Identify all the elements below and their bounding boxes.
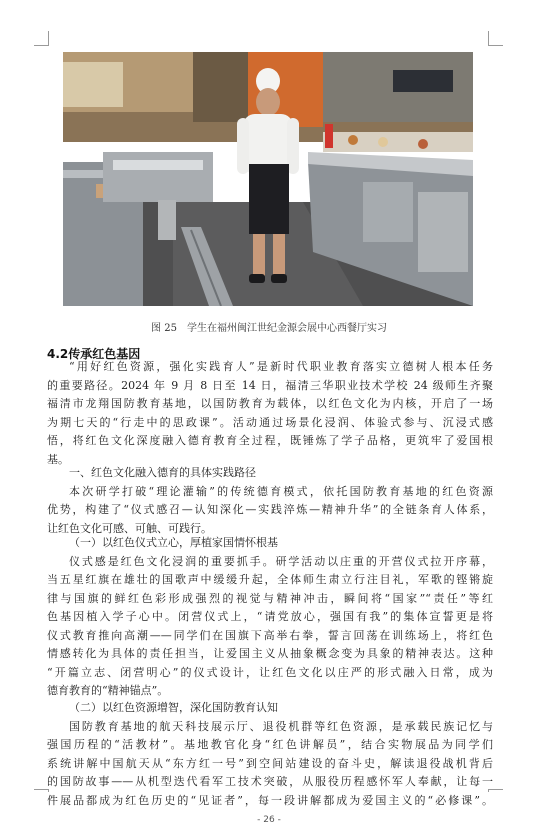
subheading: （一）以红色仪式立心，厚植家国情怀根基 bbox=[69, 536, 278, 549]
figure-photo bbox=[63, 52, 473, 306]
crop-mark-top-right bbox=[488, 31, 503, 46]
paragraph-line: 律与国旗的鲜红色彩形成强烈的视觉与精神冲击，瞬间将“国家”“责任”等红 bbox=[47, 591, 493, 605]
paragraph-line: 强国历程的“活教材”。基地教官化身“红色讲解员”，结合实物展品为同学们 bbox=[47, 738, 493, 751]
paragraph-line: 的重要路径。2024 年 9 月 8 日至 14 日，福清三华职业技术学校 24 级师生齐聚 bbox=[47, 378, 493, 392]
paragraph-line: 基。 bbox=[47, 452, 69, 466]
paragraph-line: 情感转化为具体的责任担当，让爱国主义从抽象概念变为具象的精神表达。这种 bbox=[47, 647, 493, 660]
figure-caption: 图 25 学生在福州闽江世纪金源会展中心西餐厅实习 bbox=[151, 323, 387, 334]
paragraph-line: 仪式感是红色文化浸润的重要抓手。研学活动以庄重的开营仪式拉开序幕， bbox=[69, 554, 493, 568]
paragraph-line: 色基因植入学子心中。闭营仪式上，“请党放心，强国有我”的集体宣誓更是将 bbox=[47, 610, 493, 623]
paragraph-line: 仪式教育推向高潮——同学们在国旗下高举右拳，誓言回荡在训练场上，将红色 bbox=[47, 628, 493, 642]
paragraph-line: 优势，构建了“仪式感召—认知深化—实践淬炼—精神升华”的全链条育人体系， bbox=[47, 503, 493, 516]
crop-mark-top-left bbox=[34, 31, 49, 46]
paragraph-line: 本次研学打破“理论灌输”的传统德育模式，依托国防教育基地的红色资源 bbox=[69, 484, 493, 498]
paragraph-line: 的国防故事——从机型迭代看军工技术突破，从服役历程感怀军人奉献，让每一 bbox=[47, 775, 493, 788]
paragraph-line: 让红色文化可感、可触、可践行。 bbox=[47, 521, 212, 535]
paragraph-line: “开篇立志、闭营明心”的仪式设计，让红色文化以庄严的形式融入日常，成为 bbox=[47, 665, 493, 679]
paragraph-line: 为期七天的“行走中的思政课”。活动通过场景化浸润、体验式参与、沉浸式感 bbox=[47, 415, 493, 429]
paragraph-line: 系统讲解中国航天从“东方红一号”到空间站建设的奋斗史，解读退役战机背后 bbox=[47, 756, 493, 770]
paragraph-line: 国防教育基地的航天科技展示厅、退役机群等红色资源，是承载民族记忆与 bbox=[69, 719, 493, 733]
page-number: - 26 - bbox=[257, 815, 281, 825]
paragraph-line: 当五星红旗在雄壮的国歌声中缓缓升起，全体师生肃立行注目礼，军歌的铿锵旋 bbox=[47, 573, 493, 586]
paragraph-line: 件展品都成为红色历史的“见证者”，每一段讲解都成为爱国主义的“必修课”。 bbox=[47, 792, 493, 811]
paragraph-line: 悟，将红色文化深度融入德育教育全过程，既锤炼了学子品格，更筑牢了爱国根 bbox=[47, 434, 493, 447]
paragraph-line: 德育教育的“精神锚点”。 bbox=[47, 684, 169, 697]
section-heading: 4.2传承红色基因 bbox=[47, 347, 141, 361]
subheading: 一、红色文化融入德育的具体实践路径 bbox=[69, 466, 256, 479]
paragraph-line: “用好红色资源，强化实践育人”是新时代职业教育落实立德树人根本任务 bbox=[69, 360, 493, 373]
paragraph-line: 福清市龙翔国防教育基地，以国防教育为载体，以红色文化为内核，开启了一场 bbox=[47, 397, 493, 410]
subheading: （二）以红色资源增智，深化国防教育认知 bbox=[69, 701, 278, 714]
